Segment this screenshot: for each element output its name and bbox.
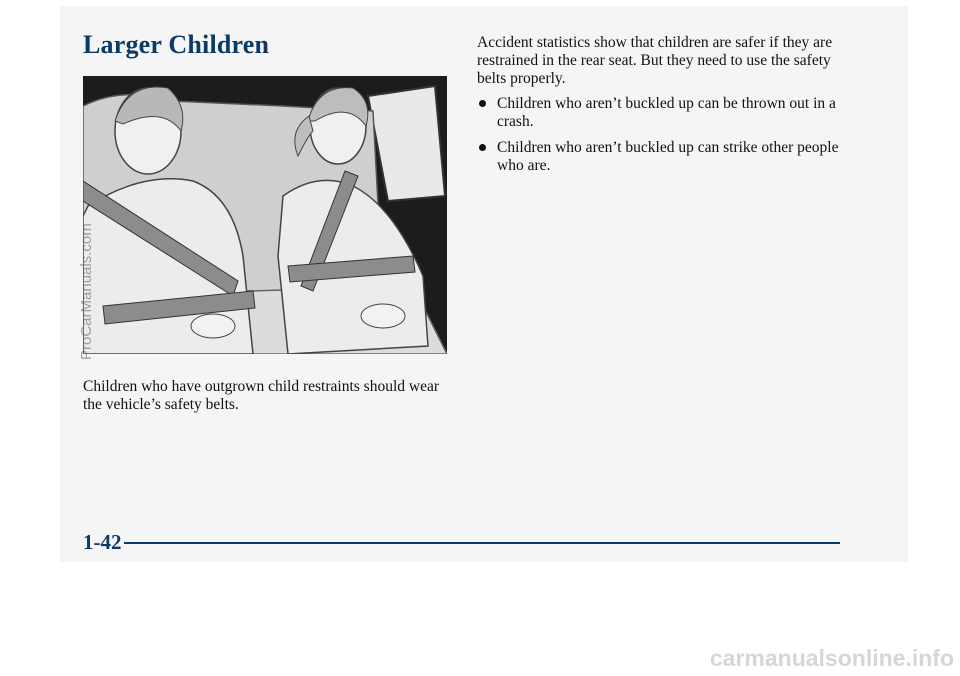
page-number: 1-42 [83, 530, 122, 554]
bullet-icon [479, 144, 486, 151]
bullet-item [477, 139, 847, 175]
bullet-icon [479, 100, 486, 107]
bullet-text: Children who aren’t buckled up can be thrown out in a crash. [497, 95, 836, 130]
bullet-list [477, 95, 847, 183]
bullet-text: Children who aren’t buckled up can strike other people who are. [497, 139, 839, 174]
illustration-caption: Children who have outgrown child restraints should wear the vehicle’s safety belts. [83, 378, 439, 413]
bullet-item [477, 95, 847, 131]
children-seatbelt-illustration [83, 76, 447, 354]
footer-rule [124, 542, 840, 544]
intro-paragraph: Accident statistics show that children are safer if they are restrained in the rear seat. But they need to use the safety belts properly. [477, 34, 833, 87]
side-watermark: ProCarManuals.com [78, 223, 95, 360]
page-title: Larger Children [83, 30, 270, 59]
bottom-watermark: carmanualsonline.info [709, 645, 954, 671]
